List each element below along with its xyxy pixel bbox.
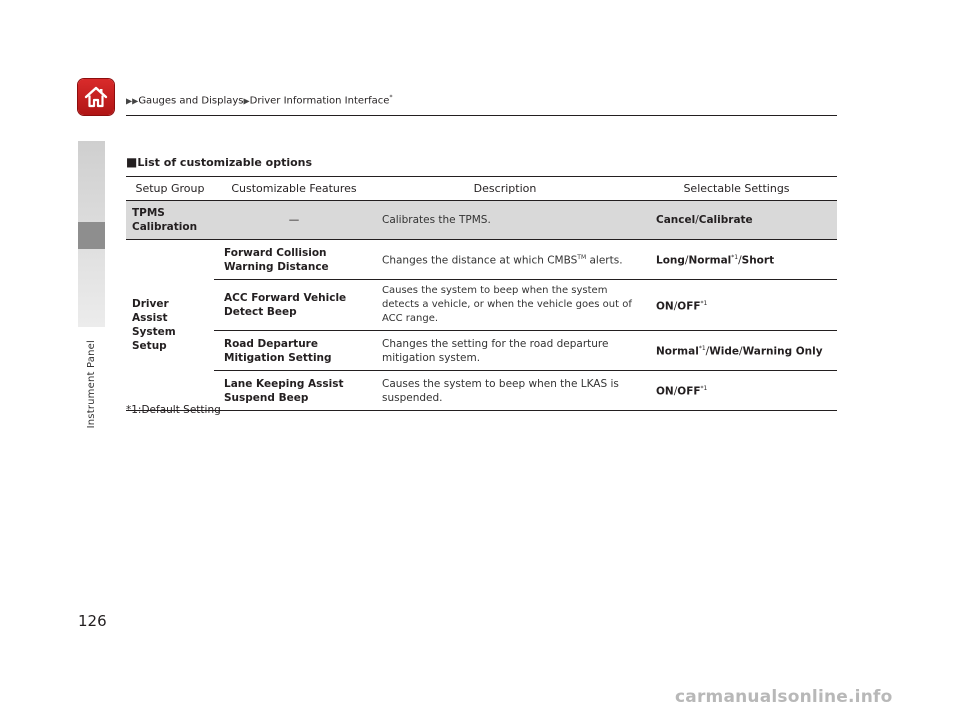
table-row — [126, 201, 837, 240]
breadcrumb-arrow-icon: ▶ — [243, 96, 250, 106]
settings-cell: Cancel/Calibrate — [636, 201, 837, 240]
setting-value: Long — [656, 254, 685, 267]
customizable-options-table — [126, 176, 837, 411]
breadcrumb — [126, 94, 392, 106]
description-cell: Causes the system to beep when the system detects a vehicle, or when the vehicle goes out of ACC range. — [374, 280, 636, 331]
sidebar-section-label: Instrument Panel — [86, 340, 97, 429]
description-text: Changes the distance at which CMBS — [382, 254, 578, 267]
settings-cell: Long/Normal$^{*1}$/Short — [636, 240, 837, 280]
description-cell: Calibrates the TPMS. — [374, 201, 636, 240]
setting-value: Warning Only — [742, 345, 823, 358]
setting-value: Calibrate — [698, 214, 753, 226]
page-number: 126 — [78, 612, 107, 630]
column-header: Selectable Settings — [636, 177, 837, 201]
breadcrumb-arrow-icon: ▶▶ — [126, 96, 139, 106]
sidebar-active-tab[interactable] — [78, 222, 105, 249]
column-header: Setup Group — [126, 177, 214, 201]
setup-group-cell: TPMS Calibration — [126, 201, 214, 240]
footnote: *1:Default Setting — [126, 404, 221, 416]
table-header-row — [126, 177, 837, 201]
trademark-mark: TM — [577, 254, 587, 262]
column-header: Description — [374, 177, 636, 201]
breadcrumb-item-gauges[interactable]: Gauges and Displays — [138, 95, 244, 107]
setting-value: Cancel — [656, 214, 696, 226]
setting-value: Normal — [656, 345, 699, 358]
feature-cell: ACC Forward Vehicle Detect Beep — [214, 280, 374, 331]
home-button[interactable] — [78, 79, 114, 115]
feature-cell: Lane Keeping Assist Suspend Beep — [214, 371, 374, 411]
feature-cell: Road Departure Mitigation Setting — [214, 331, 374, 371]
table-row — [126, 371, 837, 411]
table-row — [126, 280, 837, 331]
square-bullet-icon: ■ — [126, 155, 138, 169]
description-text: alerts. — [586, 254, 623, 267]
settings-cell: ON/OFF$^{*1}$ — [636, 280, 837, 331]
breadcrumb-asterisk: * — [389, 94, 393, 101]
setting-value: ON — [656, 300, 674, 313]
header-divider — [126, 115, 837, 116]
feature-cell: — — [214, 201, 374, 240]
settings-cell: ON/OFF$^{*1}$ — [636, 371, 837, 411]
feature-cell: Forward Collision Warning Distance — [214, 240, 374, 280]
setting-value: Normal — [688, 254, 732, 267]
setup-group-text: Driver Assist System Setup — [132, 298, 176, 352]
section-title — [126, 155, 312, 169]
description-cell: Changes the setting for the road departure mitigation system. — [374, 331, 636, 371]
default-marker: *1 — [700, 385, 708, 393]
default-marker: *1 — [700, 299, 708, 307]
default-marker: *1 — [731, 254, 739, 262]
home-icon — [83, 84, 109, 110]
setting-value: Wide — [709, 345, 740, 358]
table-row — [126, 331, 837, 371]
description-cell: Causes the system to beep when the LKAS is suspended. — [374, 371, 636, 411]
setting-value: Short — [741, 254, 775, 267]
default-marker: *1 — [698, 345, 706, 353]
description-cell — [374, 240, 636, 280]
breadcrumb-item-dii[interactable]: Driver Information Interface — [249, 95, 390, 107]
column-header: Customizable Features — [214, 177, 374, 201]
setting-value: OFF — [677, 385, 701, 398]
setup-group-cell — [126, 240, 214, 411]
setting-value: ON — [656, 385, 674, 398]
section-title-text: List of customizable options — [137, 156, 313, 169]
watermark: carmanualsonline.info — [675, 687, 893, 707]
settings-cell: Normal$^{*1}$/Wide/Warning Only — [636, 331, 837, 371]
setting-value: OFF — [677, 300, 701, 313]
table-row — [126, 240, 837, 280]
